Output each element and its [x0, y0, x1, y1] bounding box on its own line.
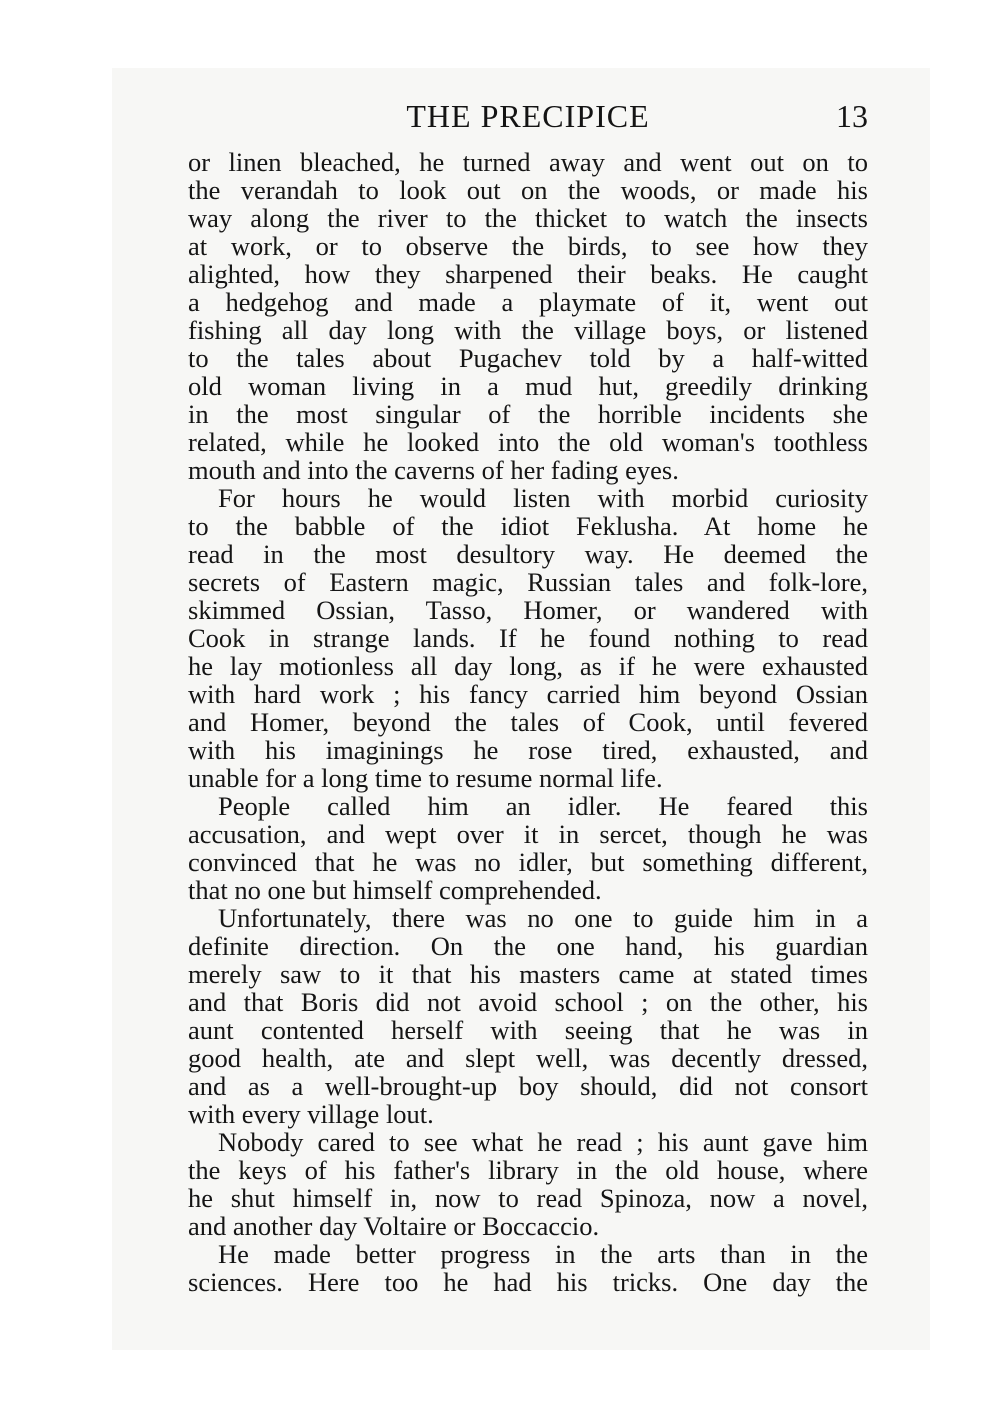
text-line: definite direction. On the one hand, his guardian	[188, 931, 868, 961]
text-line: read in the most desultory way. He deemed the	[188, 539, 868, 569]
text-line: in the most singular of the horrible incidents she	[188, 399, 868, 429]
text-line: merely saw to it that his masters came at stated times	[188, 959, 868, 989]
text-line: and as a well-brought-up boy should, did not consort	[188, 1071, 868, 1101]
text-line: or linen bleached, he turned away and went out on to	[188, 147, 868, 177]
text-line: old woman living in a mud hut, greedily drinking	[188, 371, 868, 401]
text-line: the verandah to look out on the woods, or made his	[188, 175, 868, 205]
paragraph	[188, 1128, 868, 1240]
text-line: that no one but himself comprehended.	[188, 875, 602, 905]
text-line: alighted, how they sharpened their beaks. He caught	[188, 259, 868, 289]
text-line: to the babble of the idiot Feklusha. At home he	[188, 511, 868, 541]
text-line: He made better progress in the arts than in the	[218, 1239, 868, 1269]
text-line: to the tales about Pugachev told by a half-witted	[188, 343, 868, 373]
text-line: with his imaginings he rose tired, exhausted, and	[188, 735, 868, 765]
text-line: aunt contented herself with seeing that he was in	[188, 1015, 868, 1045]
text-line: mouth and into the caverns of her fading eyes.	[188, 455, 679, 485]
text-line: he lay motionless all day long, as if he were exhausted	[188, 651, 868, 681]
paragraph	[188, 484, 868, 792]
paragraph	[188, 792, 868, 904]
text-line: a hedgehog and made a playmate of it, went out	[188, 287, 868, 317]
page-header	[188, 95, 868, 137]
text-line: convinced that he was no idler, but something different,	[188, 847, 868, 877]
text-line: sciences. Here too he had his tricks. One day the	[188, 1267, 868, 1297]
text-line: and Homer, beyond the tales of Cook, until fevered	[188, 707, 868, 737]
text-line: Unfortunately, there was no one to guide him in a	[218, 903, 868, 933]
text-line: good health, ate and slept well, was decently dressed,	[188, 1043, 868, 1073]
text-line: secrets of Eastern magic, Russian tales and folk-lore,	[188, 567, 868, 597]
text-line: and another day Voltaire or Boccaccio.	[188, 1211, 600, 1241]
text-line: People called him an idler. He feared this	[218, 791, 868, 821]
text-line: the keys of his father's library in the old house, where	[188, 1155, 868, 1185]
paragraph	[188, 148, 868, 484]
text-line: with every village lout.	[188, 1099, 434, 1129]
text-line: related, while he looked into the old woman's toothless	[188, 427, 868, 457]
text-line: and that Boris did not avoid school ; on the other, his	[188, 987, 868, 1017]
page-number: 13	[836, 98, 868, 134]
paragraph	[188, 1240, 868, 1296]
body-text	[188, 148, 868, 1296]
text-line: with hard work ; his fancy carried him beyond Ossian	[188, 679, 868, 709]
text-line: fishing all day long with the village boys, or listened	[188, 315, 868, 345]
text-line: way along the river to the thicket to watch the insects	[188, 203, 868, 233]
text-line: he shut himself in, now to read Spinoza, now a novel,	[188, 1183, 868, 1213]
paragraph	[188, 904, 868, 1128]
text-line: at work, or to observe the birds, to see how they	[188, 231, 868, 261]
text-line: skimmed Ossian, Tasso, Homer, or wandered with	[188, 595, 868, 625]
text-line: Nobody cared to see what he read ; his aunt gave him	[218, 1127, 868, 1157]
running-title: THE PRECIPICE	[406, 98, 650, 134]
text-line: unable for a long time to resume normal life.	[188, 763, 663, 793]
text-line: For hours he would listen with morbid curiosity	[218, 483, 868, 513]
text-line: Cook in strange lands. If he found nothing to read	[188, 623, 868, 653]
text-line: accusation, and wept over it in sercet, though he was	[188, 819, 868, 849]
